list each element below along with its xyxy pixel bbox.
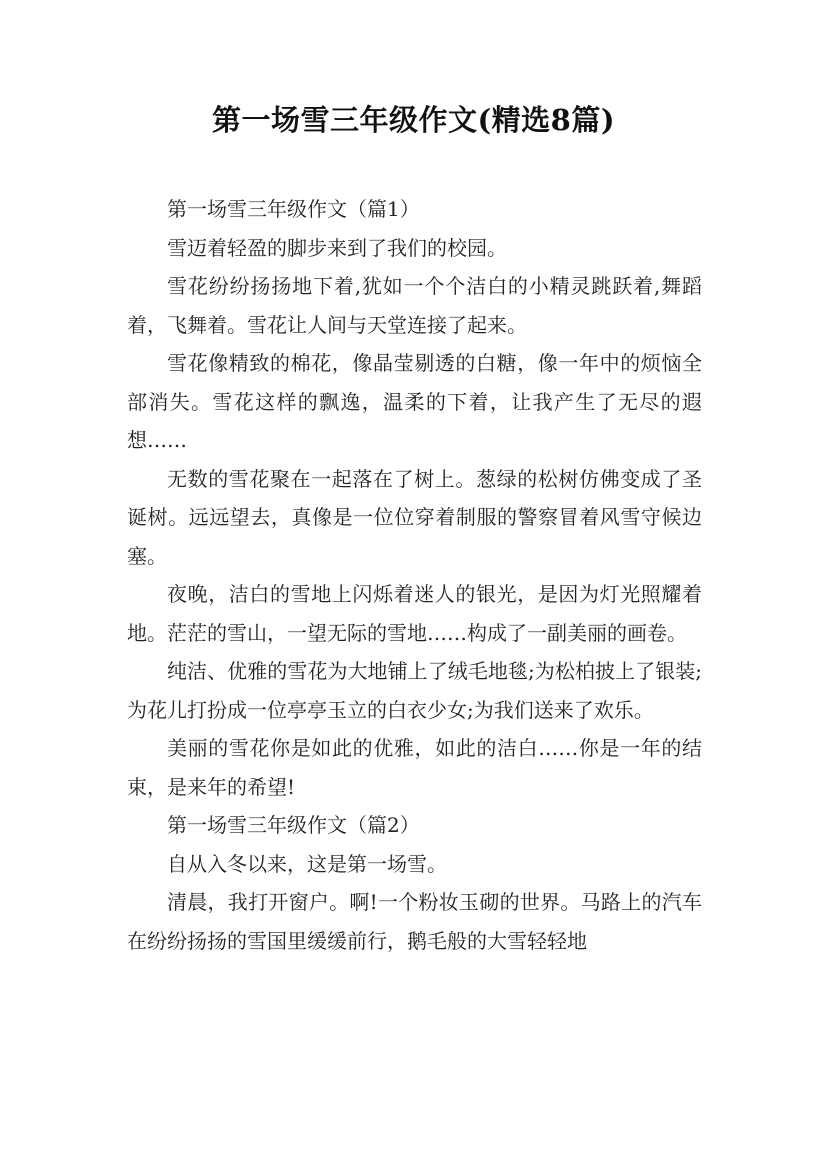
paragraph: 清晨，我打开窗户。啊!一个粉妆玉砌的世界。马路上的汽车在纷纷扬扬的雪国里缓缓前行，鹅毛般的大雪轻轻地 <box>127 890 702 953</box>
document-body <box>127 190 702 960</box>
paragraph: 美丽的雪花你是如此的优雅，如此的洁白……你是一年的结束，是来年的希望! <box>127 736 702 799</box>
paragraph: 夜晚，洁白的雪地上闪烁着迷人的银光，是因为灯光照耀着地。茫茫的雪山，一望无际的雪地……构成了一副美丽的画卷。 <box>127 582 702 645</box>
paragraph: 雪花纷纷扬扬地下着,犹如一个个洁白的小精灵跳跃着,舞蹈着，飞舞着。雪花让人间与天堂连接了起来。 <box>127 274 702 337</box>
section-heading: 第一场雪三年级作文（篇1） <box>167 197 420 221</box>
paragraph: 无数的雪花聚在一起落在了树上。葱绿的松树仿佛变成了圣诞树。远远望去，真像是一位位穿着制服的警察冒着风雪守候边塞。 <box>127 466 702 568</box>
paragraph: 纯洁、优雅的雪花为大地铺上了绒毛地毯;为松柏披上了银装;为花儿打扮成一位亭亭玉立的白衣少女;为我们送来了欢乐。 <box>127 659 702 722</box>
document-title: 第一场雪三年级作文(精选8篇) <box>211 103 616 137</box>
paragraph: 自从入冬以来，这是第一场雪。 <box>167 851 447 876</box>
section-heading: 第一场雪三年级作文（篇2） <box>167 813 420 837</box>
paragraph: 雪迈着轻盈的脚步来到了我们的校园。 <box>167 235 507 260</box>
paragraph: 雪花像精致的棉花，像晶莹剔透的白糖，像一年中的烦恼全部消失。雪花这样的飘逸，温柔的下着，让我产生了无尽的遐想…… <box>127 351 702 452</box>
